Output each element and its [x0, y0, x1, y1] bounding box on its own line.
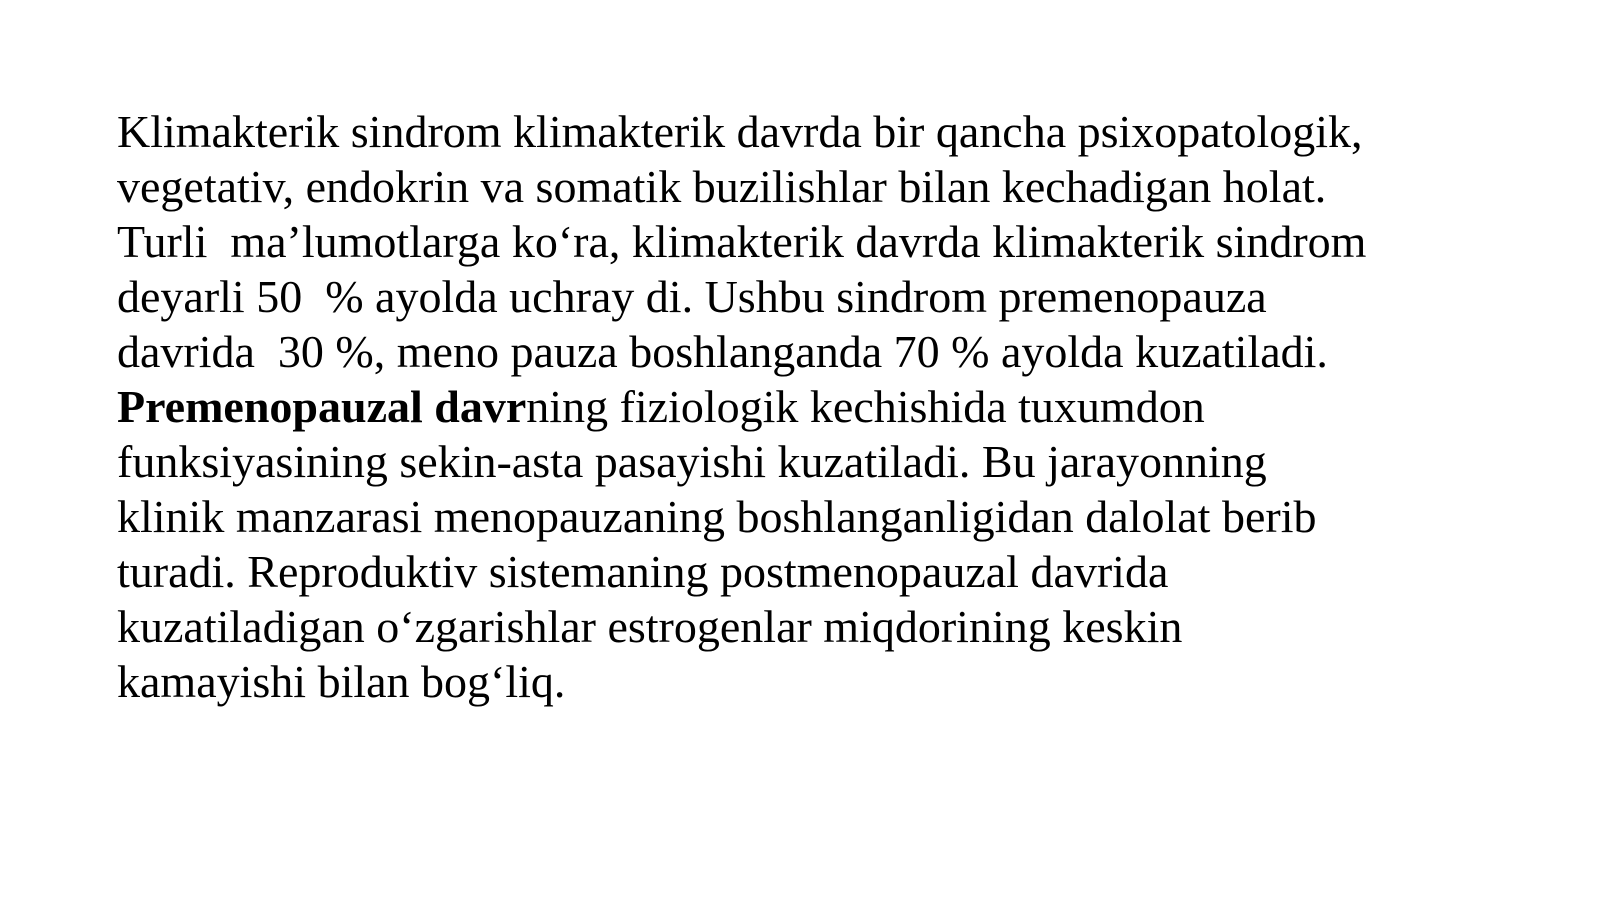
text-line-11: kamayishi bilan bog‘liq. — [117, 656, 566, 707]
text-line-5: davrida 30 %, meno pauza boshlanganda 70 % ayolda kuzatiladi. — [117, 326, 1328, 377]
text-line-10: kuzatiladigan o‘zgarishlar estrogenlar miqdorining keskin — [117, 601, 1183, 652]
text-line-6 — [117, 379, 1557, 434]
text-line-4: deyarli 50 % ayolda uchray di. Ushbu sindrom premenopauza — [117, 271, 1267, 322]
bold-term: Premenopauzal davr — [117, 381, 527, 432]
text-line-7: funksiyasining sekin-asta pasayishi kuzatiladi. Bu jarayonning — [117, 436, 1267, 487]
text-line-2: vegetativ, endokrin va somatik buzilishlar bilan kechadigan holat. — [117, 161, 1327, 212]
body-text — [117, 104, 1557, 709]
text-line-1: Klimakterik sindrom klimakterik davrda bir qancha psixopatologik, — [117, 106, 1363, 157]
text-line-9: turadi. Reproduktiv sistemaning postmenopauzal davrida — [117, 546, 1169, 597]
text-line-3: Turli ma’lumotlarga ko‘ra, klimakterik davrda klimakterik sindrom — [117, 216, 1367, 267]
text-line-8: klinik manzarasi menopauzaning boshlanganligidan dalolat berib — [117, 491, 1317, 542]
bold-line-rest: ning fiziologik kechishida tuxumdon — [526, 381, 1205, 432]
